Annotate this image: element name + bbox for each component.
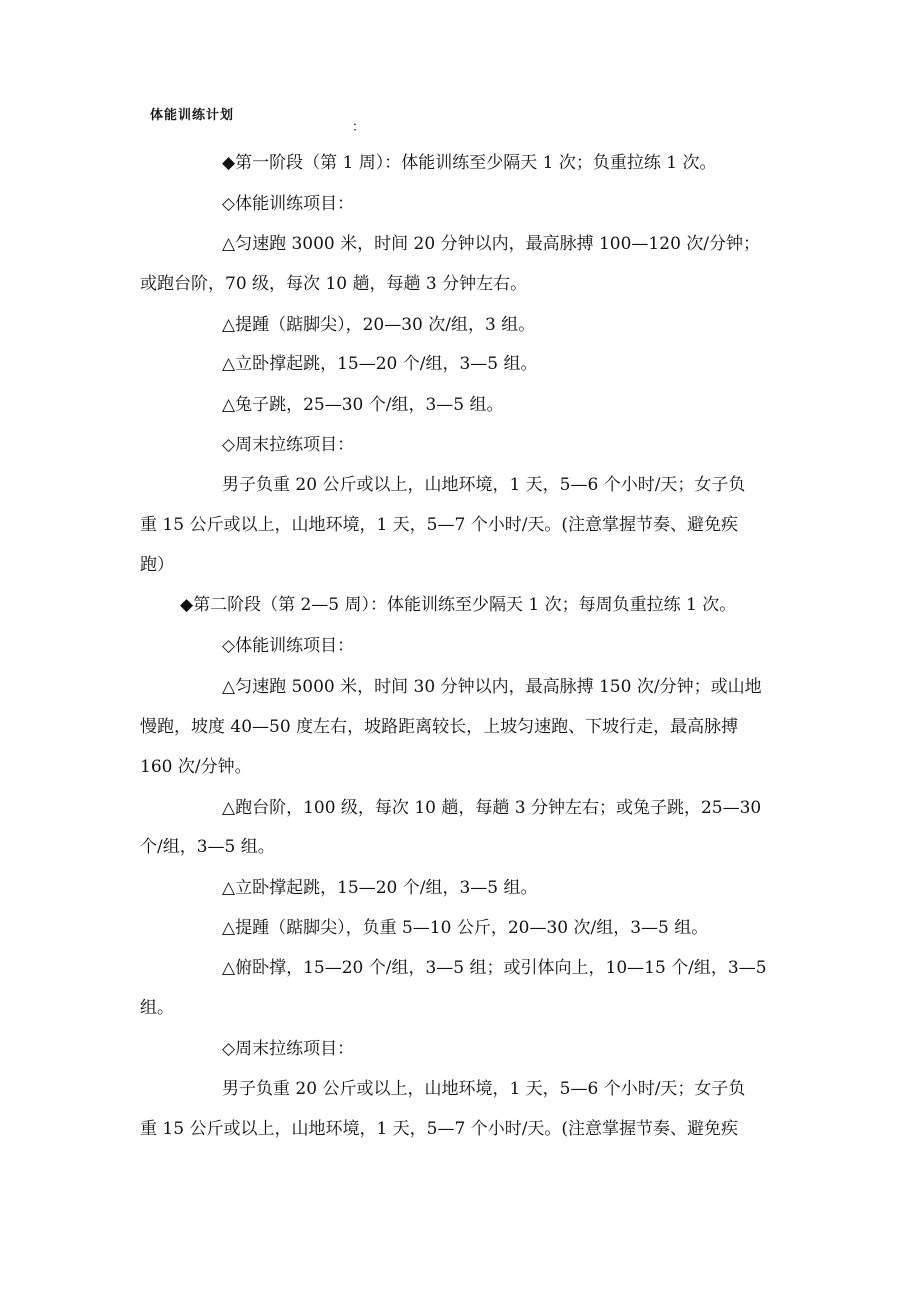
phase-2-item-stairs-cont: 个/组，3—5 组。 [140,837,275,857]
phase-2-weekend-line-2: 重 15 公斤或以上，山地环境，1 天，5—7 个小时/天。(注意掌握节奏、避免疾 [140,1119,739,1139]
phase-1-weekend-line-2: 重 15 公斤或以上，山地环境，1 天，5—7 个小时/天。(注意掌握节奏、避免疾 [140,515,739,535]
phase-1-item-run: △匀速跑 3000 米，时间 20 分钟以内，最高脉搏 100—120 次/分钟； [222,234,761,254]
phase-2-training-subheading: ◇体能训练项目： [222,636,355,656]
phase-2-item-run-cont-1: 慢跑，坡度 40—50 度左右，坡路距离较长，上坡匀速跑、下坡行走，最高脉搏 [140,717,739,737]
document-title: 体能训练计划 [150,108,235,123]
phase-1-heading: ◆第一阶段（第 1 周）：体能训练至少隔天 1 次；负重拉练 1 次。 [222,153,717,173]
phase-2-item-pushup-cont: 组。 [140,998,174,1018]
phase-2-item-run: △匀速跑 5000 米，时间 30 分钟以内，最高脉搏 150 次/分钟；或山地 [222,677,762,697]
phase-2-item-stairs: △跑台阶，100 级，每次 10 趟，每趟 3 分钟左右；或兔子跳，25—30 [222,798,762,818]
phase-2-heading: ◆第二阶段（第 2—5 周）：体能训练至少隔天 1 次；每周负重拉练 1 次。 [180,595,737,615]
phase-2-weekend-line-1: 男子负重 20 公斤或以上，山地环境，1 天，5—6 个小时/天；女子负 [222,1079,746,1099]
phase-2-item-burpee: △立卧撑起跳，15—20 个/组，3—5 组。 [222,878,538,898]
phase-1-item-heel-raise: △提踵（踮脚尖），20—30 次/组，3 组。 [222,315,536,335]
phase-1-item-run-cont: 或跑台阶，70 级，每次 10 趟，每趟 3 分钟左右。 [140,274,528,294]
phase-1-item-bunny-hop: △兔子跳，25—30 个/组，3—5 组。 [222,395,504,415]
phase-2-item-run-cont-2: 160 次/分钟。 [140,757,252,777]
phase-2-weekend-subheading: ◇周末拉练项目： [222,1039,355,1059]
phase-1-weekend-line-1: 男子负重 20 公斤或以上，山地环境，1 天，5—6 个小时/天；女子负 [222,475,746,495]
phase-1-weekend-line-3: 跑） [140,555,174,575]
stray-colon: ： [352,120,366,135]
phase-1-training-subheading: ◇体能训练项目： [222,194,355,214]
phase-2-item-pushup: △俯卧撑，15—20 个/组，3—5 组；或引体向上，10—15 个/组，3—5 [222,958,767,978]
phase-1-item-burpee: △立卧撑起跳，15—20 个/组，3—5 组。 [222,354,538,374]
phase-1-weekend-subheading: ◇周末拉练项目： [222,435,355,455]
phase-2-item-heel-raise: △提踵（踮脚尖），负重 5—10 公斤，20—30 次/组，3—5 组。 [222,918,709,938]
